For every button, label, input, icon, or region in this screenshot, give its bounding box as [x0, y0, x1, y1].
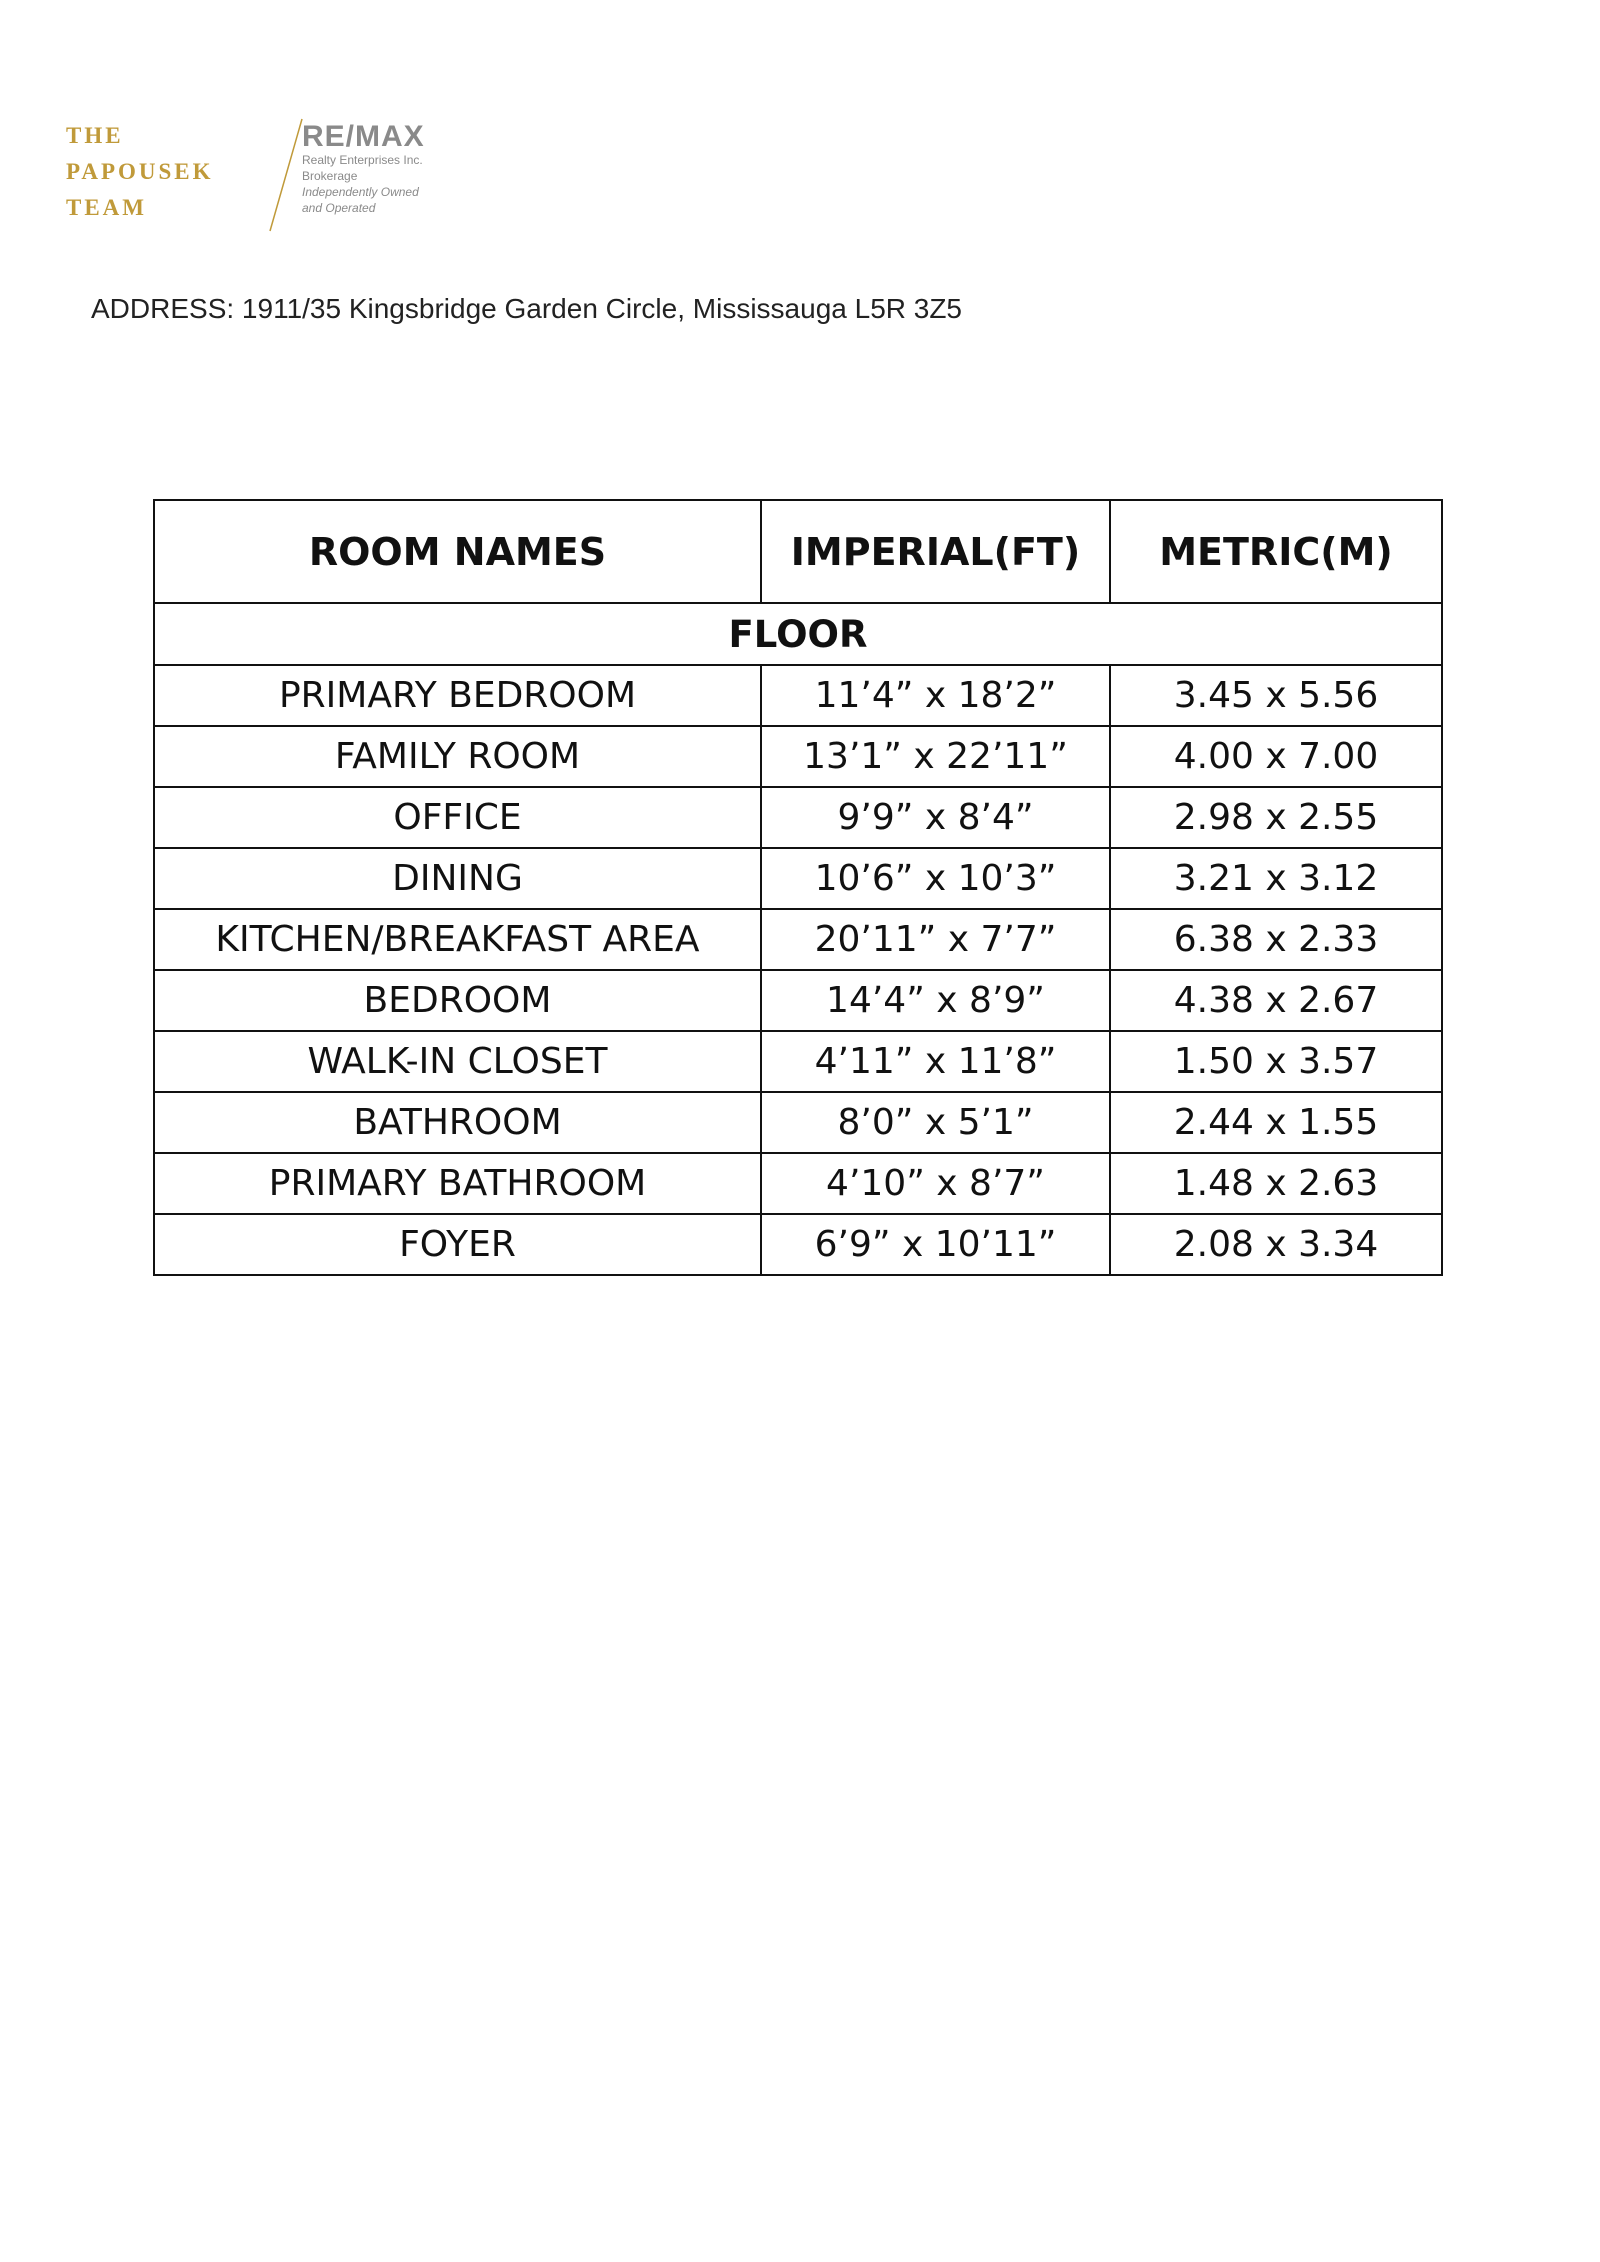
- table-row: [154, 909, 1442, 970]
- metric-cell: 2.44 x 1.55: [1110, 1092, 1442, 1153]
- brand-line: Brokerage: [302, 169, 358, 183]
- column-header-imperial: IMPERIAL(FT): [761, 500, 1110, 603]
- table-row: [154, 970, 1442, 1031]
- table-row: [154, 1092, 1442, 1153]
- metric-cell: 3.45 x 5.56: [1110, 665, 1442, 726]
- brand-line: and Operated: [302, 201, 376, 215]
- metric-cell: 2.98 x 2.55: [1110, 787, 1442, 848]
- imperial-cell: 10’6” x 10’3”: [761, 848, 1110, 909]
- room-name-cell: FOYER: [154, 1214, 761, 1275]
- imperial-cell: 9’9” x 8’4”: [761, 787, 1110, 848]
- room-name-cell: FAMILY ROOM: [154, 726, 761, 787]
- brand-name: RE/MAX: [302, 120, 425, 153]
- metric-cell: 1.50 x 3.57: [1110, 1031, 1442, 1092]
- imperial-cell: 6’9” x 10’11”: [761, 1214, 1110, 1275]
- table-row: [154, 848, 1442, 909]
- imperial-cell: 13’1” x 22’11”: [761, 726, 1110, 787]
- table-row: [154, 726, 1442, 787]
- metric-cell: 1.48 x 2.63: [1110, 1153, 1442, 1214]
- logo: [66, 118, 466, 238]
- metric-cell: 4.38 x 2.67: [1110, 970, 1442, 1031]
- property-address: ADDRESS: 1911/35 Kingsbridge Garden Circle, Mississauga L5R 3Z5: [91, 293, 963, 324]
- imperial-cell: 8’0” x 5’1”: [761, 1092, 1110, 1153]
- team-logo-text: [66, 118, 214, 226]
- room-name-cell: BATHROOM: [154, 1092, 761, 1153]
- brand-line: Realty Enterprises Inc.: [302, 153, 423, 167]
- team-line: TEAM: [66, 195, 147, 220]
- table-row: [154, 1153, 1442, 1214]
- table-row: [154, 1214, 1442, 1275]
- imperial-cell: 14’4” x 8’9”: [761, 970, 1110, 1031]
- room-name-cell: DINING: [154, 848, 761, 909]
- imperial-cell: 20’11” x 7’7”: [761, 909, 1110, 970]
- section-row: [154, 603, 1442, 665]
- room-name-cell: PRIMARY BATHROOM: [154, 1153, 761, 1214]
- room-name-cell: PRIMARY BEDROOM: [154, 665, 761, 726]
- team-line: THE: [66, 123, 124, 148]
- room-name-cell: KITCHEN/BREAKFAST AREA: [154, 909, 761, 970]
- table-row: [154, 665, 1442, 726]
- metric-cell: 2.08 x 3.34: [1110, 1214, 1442, 1275]
- room-name-cell: WALK-IN CLOSET: [154, 1031, 761, 1092]
- team-line: PAPOUSEK: [66, 159, 214, 184]
- imperial-cell: 4’11” x 11’8”: [761, 1031, 1110, 1092]
- imperial-cell: 11’4” x 18’2”: [761, 665, 1110, 726]
- imperial-cell: 4’10” x 8’7”: [761, 1153, 1110, 1214]
- table-header-row: [154, 500, 1442, 603]
- section-label: FLOOR: [154, 603, 1442, 665]
- table-row: [154, 787, 1442, 848]
- room-dimensions-table: [153, 499, 1443, 1276]
- metric-cell: 3.21 x 3.12: [1110, 848, 1442, 909]
- room-name-cell: BEDROOM: [154, 970, 761, 1031]
- column-header-room-names: ROOM NAMES: [154, 500, 761, 603]
- metric-cell: 4.00 x 7.00: [1110, 726, 1442, 787]
- logo-divider: [266, 118, 306, 232]
- brokerage-logo: [302, 122, 425, 216]
- brand-line: Independently Owned: [302, 185, 419, 199]
- metric-cell: 6.38 x 2.33: [1110, 909, 1442, 970]
- table-row: [154, 1031, 1442, 1092]
- column-header-metric: METRIC(M): [1110, 500, 1442, 603]
- room-name-cell: OFFICE: [154, 787, 761, 848]
